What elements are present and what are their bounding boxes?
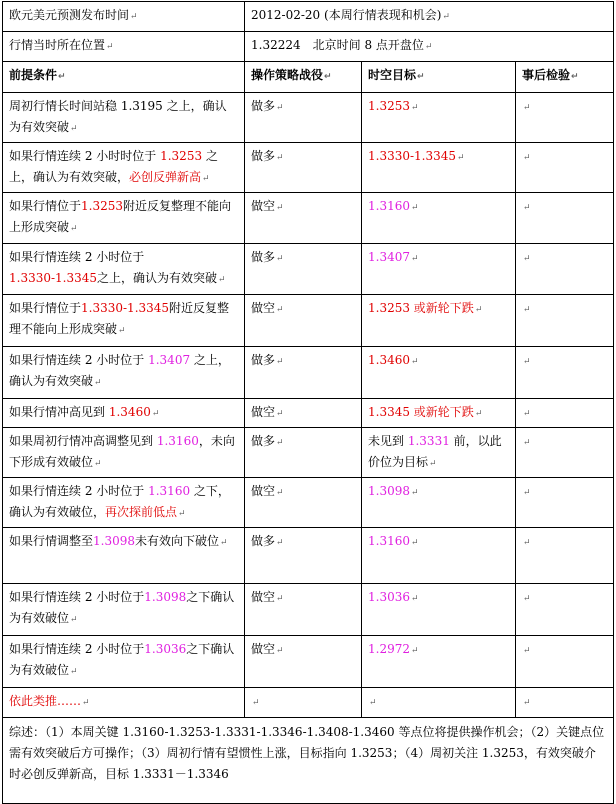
target-cell: 1.3160↵ (362, 193, 516, 244)
publish-time-value: 2012-02-20 (本周行情表现和机会)↵ (245, 2, 614, 32)
target-cell: 1.3460↵ (362, 347, 516, 399)
review-cell: ↵ (516, 295, 614, 347)
summary-row (3, 718, 614, 804)
strategy-cell: 做多↵ (245, 528, 362, 584)
summary-text: 综述：（1）本周关键 1.3160-1.3253-1.3331-1.3346-1.3408-1.3460 等点位将提供操作机会；（2）关键点位需有效突破后方可操作；（3）周初行情有望惯性上涨，目标指向 1.3253；（4）周初关注 1.3253，有效突破介时必创反弹新高，目标 1.3331－1.3346 (3, 718, 614, 804)
strategy-cell: 做空↵ (245, 295, 362, 347)
target-cell: 1.3253 或新轮下跌↵ (362, 295, 516, 347)
table-row (3, 688, 614, 718)
condition-cell: 如果行情位于1.3253附近反复整理不能向上形成突破↵ (3, 193, 245, 244)
condition-cell: 如果周初行情冲高调整见到 1.3160，未向下形成有效破位↵ (3, 428, 245, 478)
table-row (3, 295, 614, 347)
review-cell: ↵ (516, 428, 614, 478)
table-row (3, 428, 614, 478)
condition-cell: 如果行情连续 2 小时位于 1.3160 之下，确认为有效破位，再次探前低点↵ (3, 478, 245, 528)
target-cell: 1.3098↵ (362, 478, 516, 528)
table-row (3, 347, 614, 399)
forecast-table (2, 1, 614, 804)
table-row (3, 143, 614, 193)
table-row (3, 193, 614, 244)
table-row (3, 399, 614, 428)
table-row (3, 93, 614, 143)
header-review: 事后检验↵ (516, 62, 614, 93)
header-target: 时空目标↵ (362, 62, 516, 93)
review-cell: ↵ (516, 528, 614, 584)
target-cell: 1.3036↵ (362, 584, 516, 636)
review-cell: ↵ (516, 143, 614, 193)
condition-cell: 周初行情长时间站稳 1.3195 之上，确认为有效突破↵ (3, 93, 245, 143)
target-cell: 1.3253↵ (362, 93, 516, 143)
strategy-cell: 做空↵ (245, 193, 362, 244)
review-cell: ↵ (516, 636, 614, 688)
publish-time-label: 欧元美元预测发布时间↵ (3, 2, 245, 32)
target-cell: 未见到 1.3331 前，以此价位为目标↵ (362, 428, 516, 478)
condition-cell: 如果行情连续 2 小时时位于 1.3253 之上，确认为有效突破，必创反弹新高↵ (3, 143, 245, 193)
header-strategy: 操作策略战役↵ (245, 62, 362, 93)
target-cell: 1.3160↵ (362, 528, 516, 584)
strategy-cell: 做多↵ (245, 143, 362, 193)
condition-cell: 如果行情连续 2 小时位于 1.3407 之上，确认为有效突破↵ (3, 347, 245, 399)
table-row (3, 584, 614, 636)
strategy-cell: 做多↵ (245, 347, 362, 399)
condition-cell: 如果行情连续 2 小时位于 1.3330-1.3345之上，确认为有效突破↵ (3, 244, 245, 295)
strategy-cell: ↵ (245, 688, 362, 718)
table-row (3, 478, 614, 528)
table-row (3, 244, 614, 295)
position-label: 行情当时所在位置↵ (3, 32, 245, 62)
condition-cell: 如果行情连续 2 小时位于1.3036之下确认为有效破位↵ (3, 636, 245, 688)
strategy-cell: 做多↵ (245, 428, 362, 478)
review-cell: ↵ (516, 478, 614, 528)
condition-cell: 如果行情位于1.3330-1.3345附近反复整理不能向上形成突破↵ (3, 295, 245, 347)
target-cell: 1.2972↵ (362, 636, 516, 688)
review-cell: ↵ (516, 584, 614, 636)
strategy-cell: 做空↵ (245, 584, 362, 636)
target-cell: ↵ (362, 688, 516, 718)
review-cell: ↵ (516, 93, 614, 143)
target-cell: 1.3407↵ (362, 244, 516, 295)
review-cell: ↵ (516, 688, 614, 718)
strategy-cell: 做多↵ (245, 93, 362, 143)
condition-cell: 如果行情调整至1.3098未有效向下破位↵ (3, 528, 245, 584)
condition-cell: 如果行情连续 2 小时位于1.3098之下确认为有效破位↵ (3, 584, 245, 636)
meta-row-date (3, 2, 614, 32)
review-cell: ↵ (516, 399, 614, 428)
table-row (3, 528, 614, 584)
header-condition: 前提条件↵ (3, 62, 245, 93)
review-cell: ↵ (516, 244, 614, 295)
position-value: 1.32224 北京时间 8 点开盘位↵ (245, 32, 614, 62)
review-cell: ↵ (516, 193, 614, 244)
review-cell: ↵ (516, 347, 614, 399)
strategy-cell: 做空↵ (245, 478, 362, 528)
header-row (3, 62, 614, 93)
strategy-cell: 做空↵ (245, 636, 362, 688)
target-cell: 1.3330-1.3345↵ (362, 143, 516, 193)
condition-cell: 如果行情冲高见到 1.3460↵ (3, 399, 245, 428)
table-row (3, 636, 614, 688)
condition-cell: 依此类推……↵ (3, 688, 245, 718)
target-cell: 1.3345 或新轮下跌↵ (362, 399, 516, 428)
meta-row-position (3, 32, 614, 62)
strategy-cell: 做空↵ (245, 399, 362, 428)
strategy-cell: 做多↵ (245, 244, 362, 295)
